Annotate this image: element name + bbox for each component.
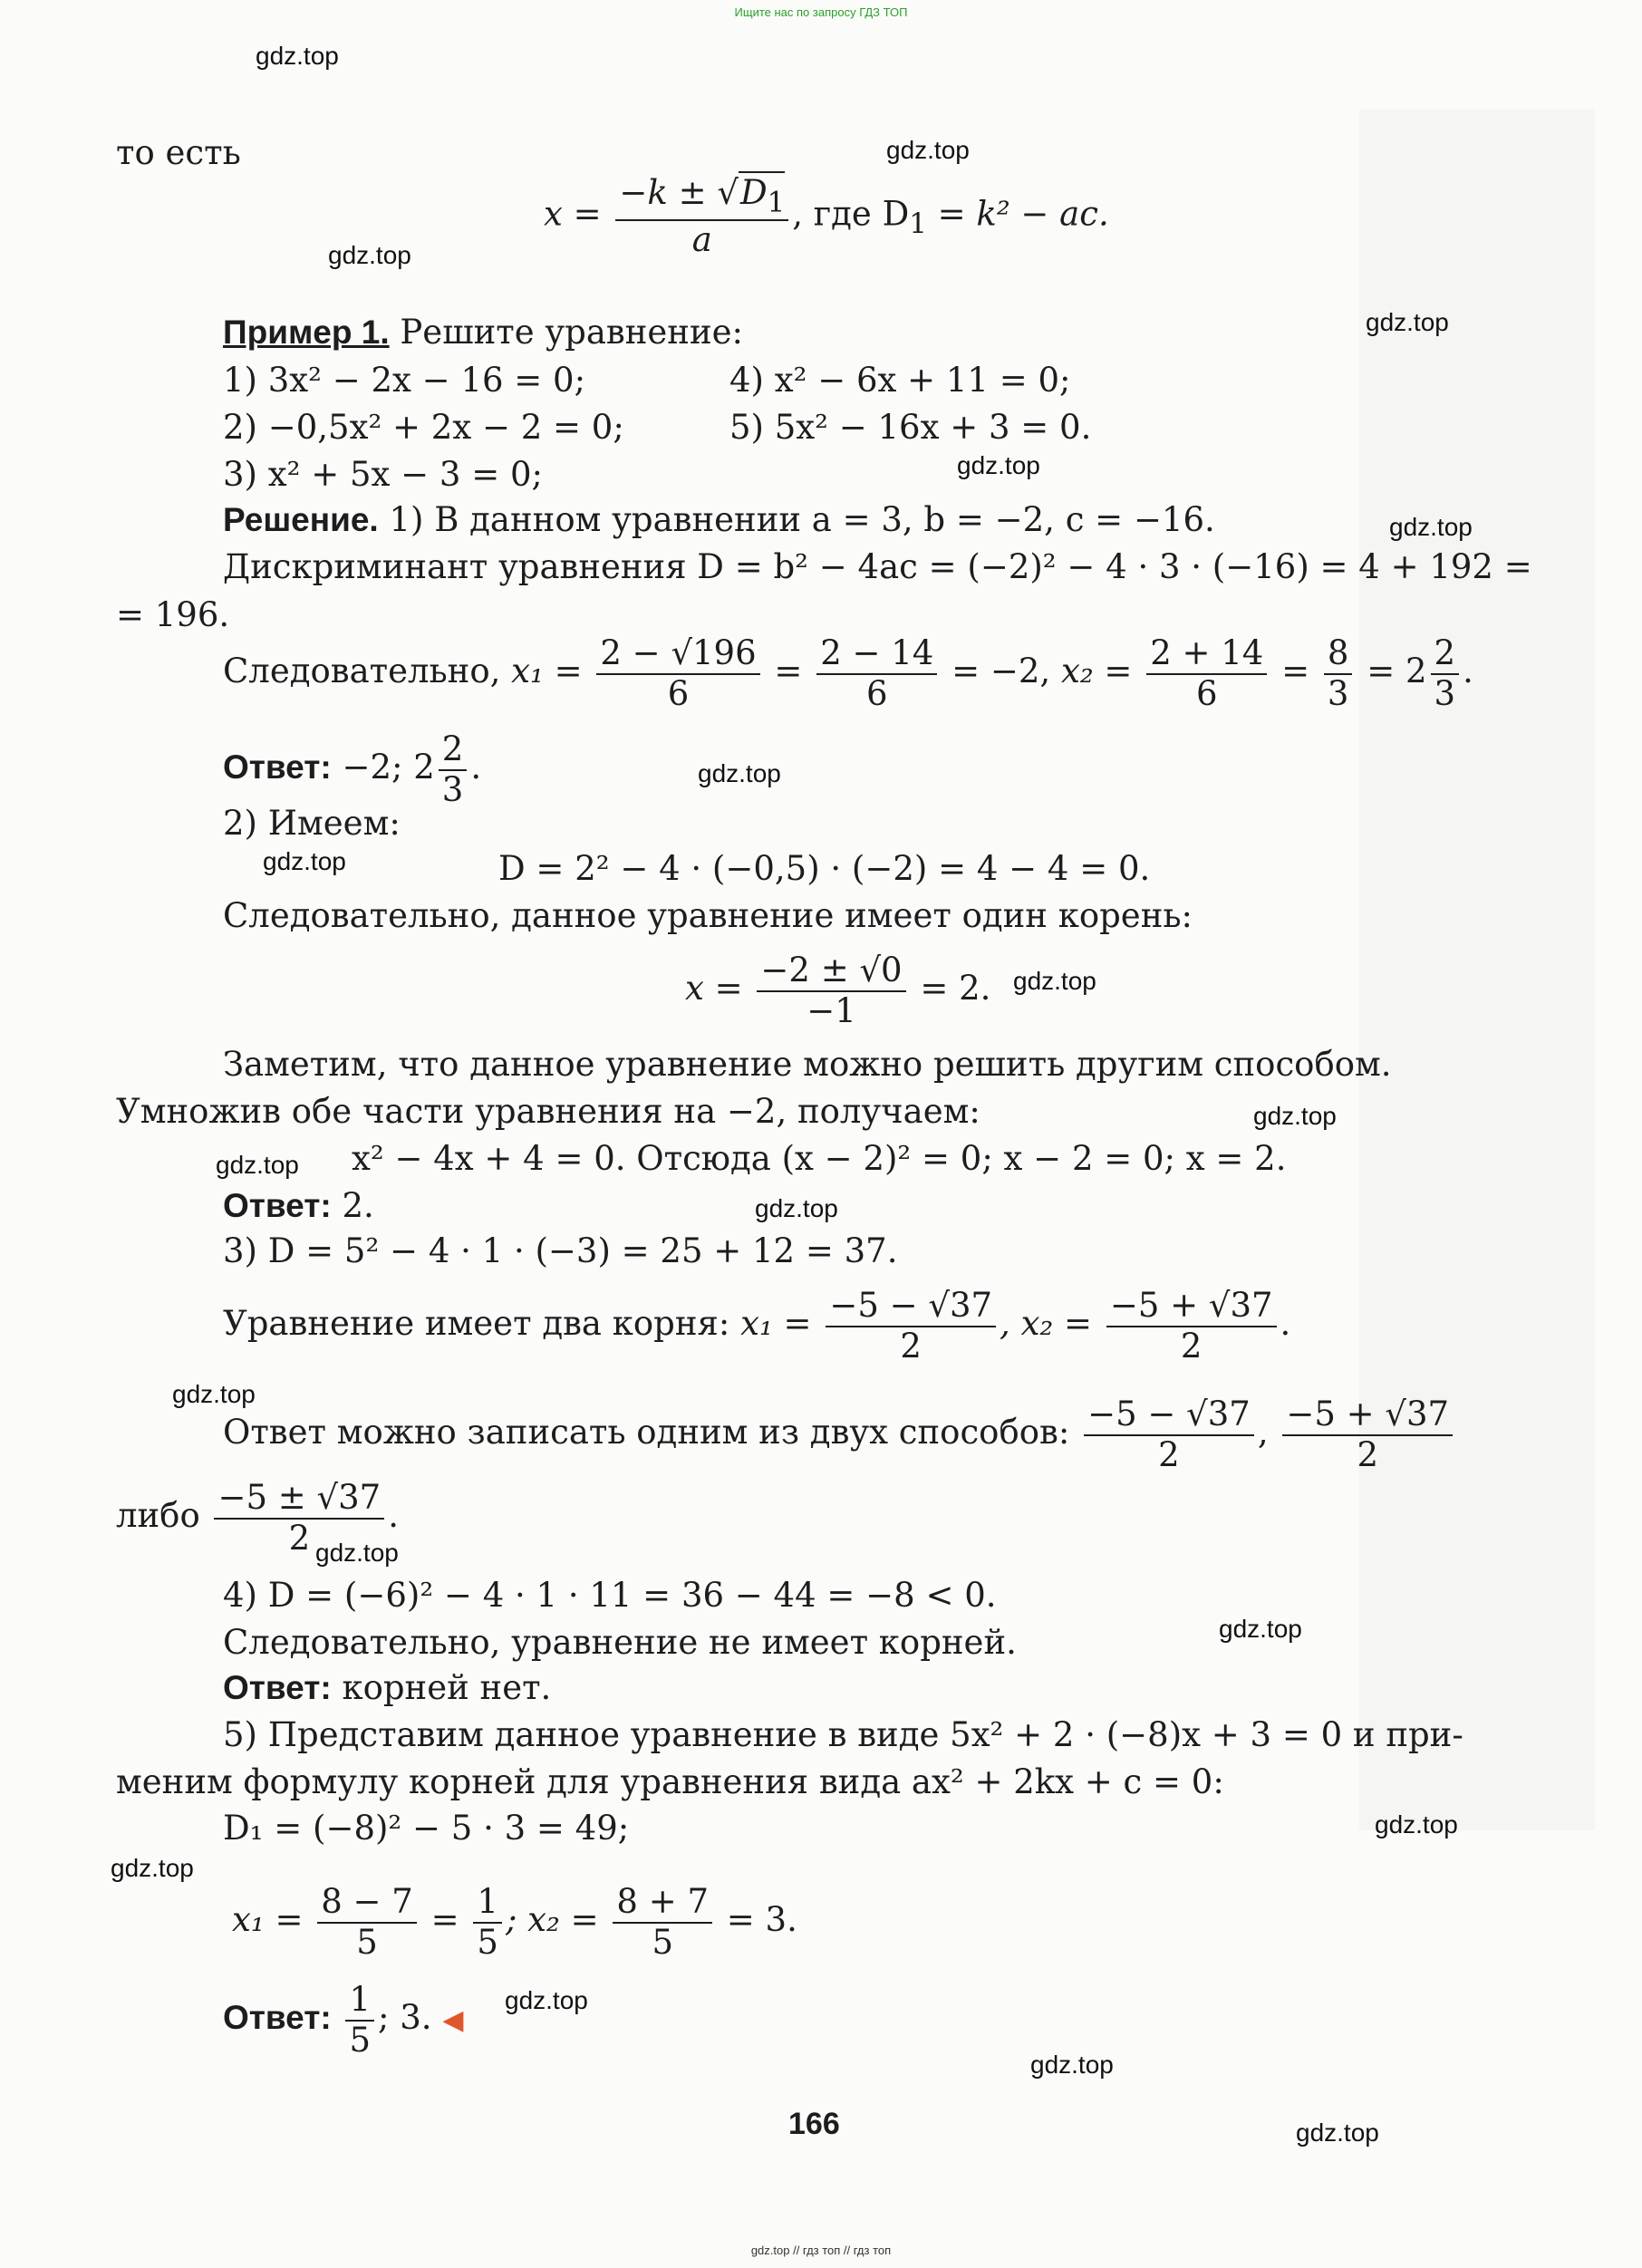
watermark: gdz.top xyxy=(172,1380,256,1408)
text-line: x² − 4x + 4 = 0. Отсюда (x − 2)² = 0; x − 2 = 0; x = 2. xyxy=(352,1139,1287,1178)
fraction: $\frac{-5 + √37}{2}$ xyxy=(1106,1287,1277,1366)
text-line: 3) D = 5² − 4 · 1 · (−3) = 25 + 12 = 37. xyxy=(223,1231,898,1270)
d1: D xyxy=(739,173,768,212)
answer-forms-line-2: либо $\frac{-5 \pm √37}{2}$ . xyxy=(116,1478,399,1558)
fraction: $\frac{-5 - √37}{2}$ xyxy=(1084,1395,1254,1474)
example-label: Пример 1. xyxy=(223,314,390,351)
answer-label: Ответ: xyxy=(223,1669,332,1706)
watermark: gdz.top xyxy=(1013,967,1096,995)
watermark: gdz.top xyxy=(755,1194,838,1222)
answer-5: Ответ: $\frac{1}{5}$ ; 3. ◀ xyxy=(223,1980,464,2060)
fraction: $\frac{2}{3}$ xyxy=(439,730,468,809)
text-line: D = 2² − 4 · (−0,5) · (−2) = 4 − 4 = 0. xyxy=(498,849,1151,888)
watermark: gdz.top xyxy=(1389,513,1473,541)
watermark: gdz.top xyxy=(957,451,1040,479)
numerator: −k ± √ xyxy=(619,173,739,212)
footer-note: gdz.top // гдз топ // гдз топ xyxy=(750,2244,892,2257)
back-page-shadow xyxy=(1359,109,1595,1830)
hence: Следовательно, xyxy=(223,651,501,691)
answer-forms-line: Ответ можно записать одним из двух способов: $\frac{-5 - √37}{2}$ , $\frac{-5 + √37}{2}$ xyxy=(223,1395,1456,1474)
example-heading xyxy=(223,312,743,353)
text-line: Умножив обе части уравнения на −2, получаем: xyxy=(116,1092,980,1131)
text-line: Следовательно, данное уравнение имеет один корень: xyxy=(223,896,1193,935)
watermark: gdz.top xyxy=(1219,1615,1302,1643)
watermark: gdz.top xyxy=(698,759,781,787)
watermark: gdz.top xyxy=(256,42,339,70)
answer-1: Ответ: −2; 2 $\frac{2}{3}$ . xyxy=(223,729,482,809)
header-note: Ищите нас по запросу ГДЗ ТОП xyxy=(734,5,908,19)
roots-line-1: Следовательно, x₁ = $\frac{2 - √196}{6}$ = $\frac{2 - 14}{6}$ = −2, x₂ = $\frac{2 + 14}{6}$ = $\frac{8}{3}$ = 2 $\frac{2}{3}$ . xyxy=(223,633,1473,713)
watermark: gdz.top xyxy=(216,1151,299,1179)
equation-1: 1) 3x² − 2x − 16 = 0; xyxy=(223,361,586,400)
equation-5: 5) 5x² − 16x + 3 = 0. xyxy=(729,408,1092,447)
text-line: то есть xyxy=(116,133,241,172)
answer-label: Ответ: xyxy=(223,1187,332,1224)
text-line: = 196. xyxy=(116,595,230,634)
fraction: $\frac{8 + 7}{5}$ xyxy=(613,1883,712,1962)
formula-roots-k: x = $\frac{-k \pm √D_1}{a}$ , где $D_1 = k^2$ − ac. xyxy=(544,173,1109,259)
fraction: $\frac{2}{3}$ xyxy=(1431,634,1460,713)
fraction: $\frac{-5 + √37}{2}$ xyxy=(1282,1395,1453,1474)
text-line: 4) D = (−6)² − 4 · 1 · 11 = 36 − 44 = −8 < 0. xyxy=(223,1576,997,1615)
example-task: Решите уравнение: xyxy=(389,313,743,352)
fraction: $\frac{8}{3}$ xyxy=(1324,634,1353,713)
watermark: gdz.top xyxy=(505,1986,588,2014)
denominator: a xyxy=(691,219,712,259)
text-line: Следовательно, уравнение не имеет корней. xyxy=(223,1623,1017,1662)
end-triangle-icon: ◀ xyxy=(442,2004,464,2037)
answer-4: Ответ: корней нет. xyxy=(223,1668,552,1707)
answer-label: Ответ: xyxy=(223,1999,332,2037)
watermark: gdz.top xyxy=(1030,2051,1114,2079)
root-line-2: x = $\frac{-2 \pm √0}{-1}$ = 2. xyxy=(685,951,991,1030)
fraction: $\frac{-5 - √37}{2}$ xyxy=(826,1287,996,1366)
solution-label: Решение. xyxy=(223,501,379,538)
watermark: gdz.top xyxy=(111,1854,194,1882)
formula-tail-2: = k² − ac. xyxy=(926,194,1109,234)
fraction: $\frac{2 - 14}{6}$ xyxy=(816,634,937,713)
answer-2: Ответ: 2. xyxy=(223,1186,374,1225)
solution-line xyxy=(223,499,1215,541)
fraction: $\frac{-2 \pm √0}{-1}$ xyxy=(757,951,905,1030)
watermark: gdz.top xyxy=(1366,308,1449,336)
equation-2: 2) −0,5x² + 2x − 2 = 0; xyxy=(223,408,624,447)
text-line: Дискриминант уравнения D = b² − 4ac = (−2)² − 4 · 3 · (−16) = 4 + 192 = xyxy=(223,547,1532,586)
roots-line-3: Уравнение имеет два корня: x₁ = $\frac{-5 - √37}{2}$ , x₂ = $\frac{-5 + √37}{2}$ . xyxy=(223,1286,1291,1366)
text-line: Заметим, что данное уравнение можно решить другим способом. xyxy=(223,1045,1392,1084)
page-number: 166 xyxy=(788,2107,840,2141)
watermark: gdz.top xyxy=(1375,1810,1458,1839)
equation-4: 4) x² − 6x + 11 = 0; xyxy=(729,361,1071,400)
watermark: gdz.top xyxy=(1253,1102,1337,1130)
watermark: gdz.top xyxy=(886,136,970,164)
fraction: $\frac{2 - √196}{6}$ xyxy=(596,634,759,713)
fraction: $\frac{1}{5}$ xyxy=(345,1981,374,2060)
x2: x₂ = xyxy=(1060,651,1133,691)
formula-x: x = xyxy=(544,194,602,234)
x1: x₁ = xyxy=(511,651,583,691)
fraction: $\frac{8 - 7}{5}$ xyxy=(317,1883,417,1962)
roots-line-5: x₁ = $\frac{8 - 7}{5}$ = $\frac{1}{5}$ ; x₂ = $\frac{8 + 7}{5}$ = 3. xyxy=(232,1882,797,1962)
text-line: 2) Имеем: xyxy=(223,804,401,843)
formula-tail: , где D xyxy=(792,194,910,234)
watermark: gdz.top xyxy=(1296,2118,1379,2147)
answer-label: Ответ: xyxy=(223,748,332,787)
watermark: gdz.top xyxy=(263,847,346,875)
watermark: gdz.top xyxy=(328,241,411,269)
text-line: меним формулу корней для уравнения вида ax² + 2kx + c = 0: xyxy=(116,1762,1224,1801)
solution-text: 1) В данном уравнении a = 3, b = −2, c = −16. xyxy=(378,500,1215,539)
equation-3: 3) x² + 5x − 3 = 0; xyxy=(223,455,543,494)
watermark: gdz.top xyxy=(315,1539,399,1567)
text-line: 5) Представим данное уравнение в виде 5x² + 2 · (−8)x + 3 = 0 и при- xyxy=(223,1715,1463,1754)
text-line: D₁ = (−8)² − 5 · 3 = 49; xyxy=(223,1809,630,1848)
fraction: $\frac{1}{5}$ xyxy=(473,1883,502,1962)
fraction: $\frac{-5 \pm √37}{2}$ xyxy=(214,1479,384,1558)
fraction: $\frac{-k \pm √D_1}{a}$ xyxy=(615,174,788,259)
fraction: $\frac{2 + 14}{6}$ xyxy=(1146,634,1267,713)
